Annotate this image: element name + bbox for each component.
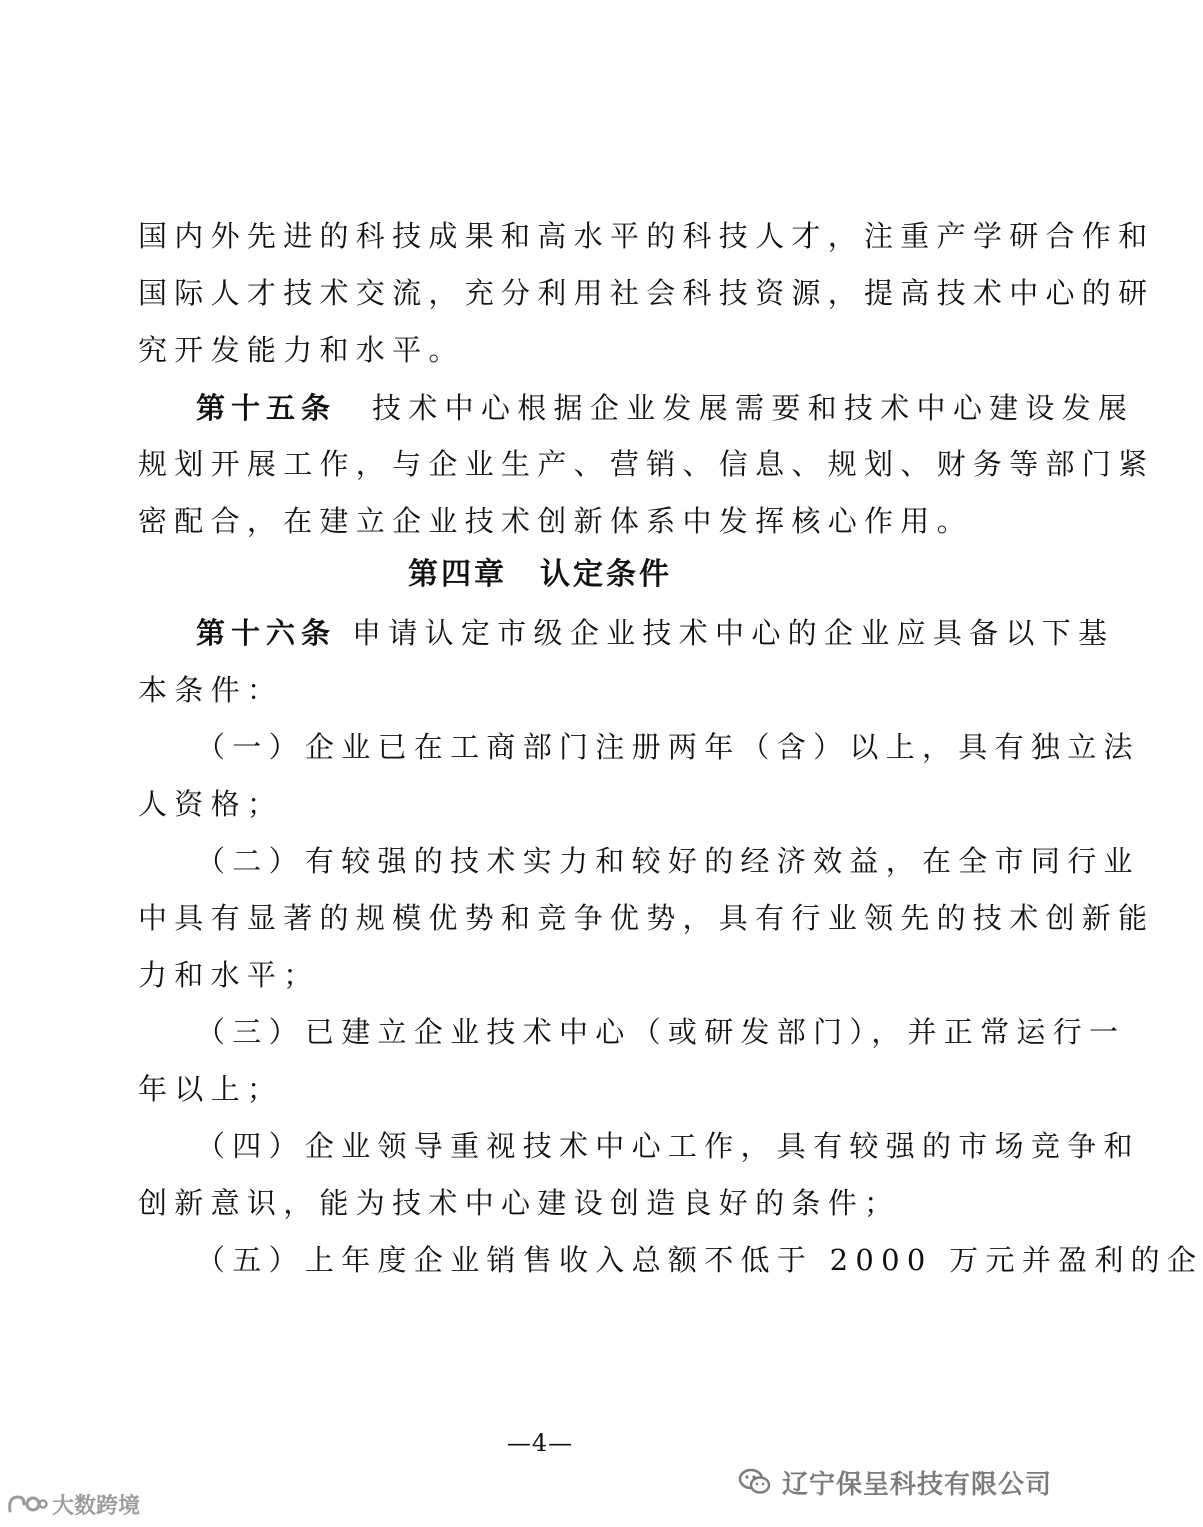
item-2-line-2: 中具有显著的规模优势和竞争优势，具有行业领先的技术创新能 <box>138 901 1155 935</box>
article-16-line-2: 本条件： <box>138 673 284 707</box>
item-2-line-1: （二）有较强的技术实力和较好的经济效益，在全市同行业 <box>196 844 1140 878</box>
watermark-right <box>738 1462 1052 1502</box>
body-line-2: 国际人才技术交流，充分利用社会科技资源，提高技术中心的研 <box>138 276 1155 310</box>
body-line-1: 国内外先进的科技成果和高水平的科技人才，注重产学研合作和 <box>138 219 1155 253</box>
article-15-text-1: 技术中心根据企业发展需要和技术中心建设发展 <box>372 391 1135 425</box>
item-3-line-1: （三）已建立企业技术中心（或研发部门），并正常运行一 <box>196 1015 1126 1049</box>
page-number: —4— <box>506 1429 574 1457</box>
article-16-line-1 <box>196 613 1115 653</box>
watermark-right-text: 辽宁保呈科技有限公司 <box>782 1469 1053 1500</box>
article-15-line-1 <box>196 388 1135 428</box>
chapter-title: 第四章 认定条件 <box>408 557 672 592</box>
article-16-lead: 第十六条 <box>196 616 337 650</box>
item-2-line-3: 力和水平； <box>138 958 320 992</box>
article-15-line-3: 密配合，在建立企业技术创新体系中发挥核心作用。 <box>138 504 973 538</box>
item-5-line-1: （五）上年度企业销售收入总额不低于 2000 万元并盈利的企 <box>196 1243 1203 1277</box>
watermark-left-text: 大数跨境 <box>52 1493 141 1519</box>
wechat-icon <box>738 1467 772 1497</box>
item-1-line-2: 人资格； <box>138 787 284 821</box>
item-4-line-2: 创新意识，能为技术中心建设创造良好的条件； <box>138 1186 901 1220</box>
article-15-lead: 第十五条 <box>196 391 337 425</box>
brand-logo-icon <box>6 1491 48 1517</box>
item-4-line-1: （四）企业领导重视技术中心工作，具有较强的市场竞争和 <box>196 1129 1140 1163</box>
article-15-line-2: 规划开展工作，与企业生产、营销、信息、规划、财务等部门紧 <box>138 447 1155 481</box>
item-3-line-2: 年以上； <box>138 1072 284 1106</box>
item-1-line-1: （一）企业已在工商部门注册两年（含）以上，具有独立法 <box>196 730 1140 764</box>
article-16-text-1: 申请认定市级企业技术中心的企业应具备以下基 <box>352 616 1115 650</box>
body-line-3: 究开发能力和水平。 <box>138 333 465 367</box>
watermark-left <box>6 1488 140 1520</box>
